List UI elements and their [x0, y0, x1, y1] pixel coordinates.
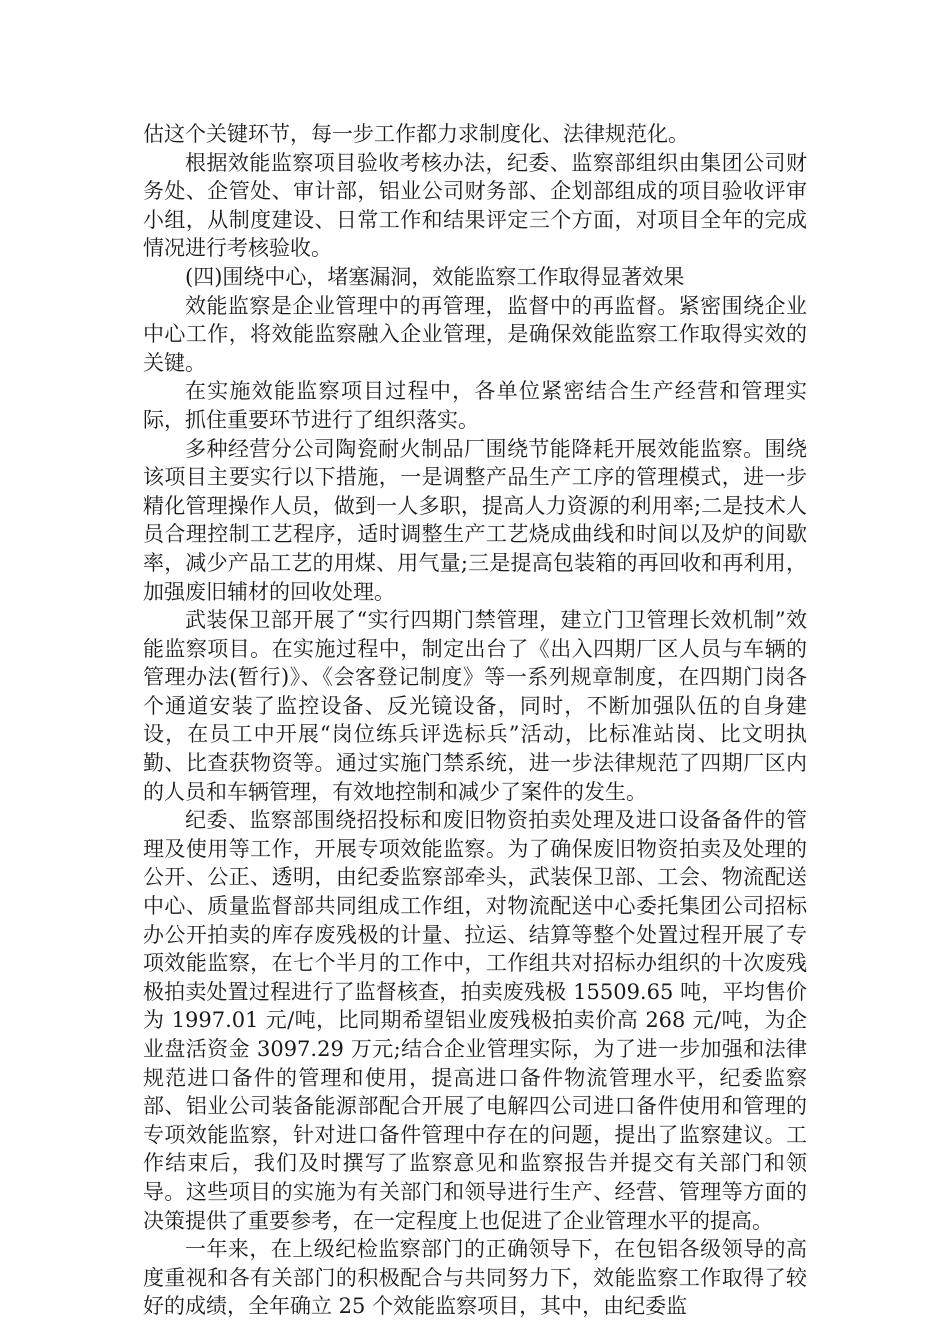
- section-heading: (四)围绕中心，堵塞漏洞，效能监察工作取得显著效果: [185, 264, 685, 289]
- paragraph-8: 纪委、监察部围绕招投标和废旧物资拍卖处理及进口设备备件的管理及使用等工作，开展专项效能监察。为了确保废旧物资拍卖及处理的公开、公正、透明，由纪委监察部牵头，武装保卫部、工会、物流配送中心、质量监督部共同组成工作组，对物流配送中心委托集团公司招标办公开拍卖的库存废残极的计量、拉运、结算等整个处置过程开展了专项效能监察，在七个半月的工作中，工作组共对招标办组织的十次废残极拍卖处置过程进行了监督核查，拍卖废残极 15509.65 吨，平均售价为 1997.01 元/吨，比同期希望铝业废残极拍卖价高 268 元/吨，为企业盘活资金 3097.29 万元;结合企业管理实际，为了进一步加强和法律规范进口备件的管理和使用，提高进口备件物流管理水平，纪委监察部、铝业公司装备能源部配合开展了电解四公司进口备件使用和管理的专项效能监察，针对进口备件管理中存在的问题，提出了监察建议。工作结束后，我们及时撰写了监察意见和监察报告并提交有关部门和领导。这些项目的实施为有关部门和领导进行生产、经营、管理等方面的决策提供了重要参考，在一定程度上也促进了企业管理水平的提高。: [143, 808, 807, 1233]
- paragraph-5: 在实施效能监察项目过程中，各单位紧密结合生产经营和管理实际，抓住重要环节进行了组织落实。: [143, 379, 807, 432]
- paragraph-6: 多种经营分公司陶瓷耐火制品厂围绕节能降耗开展效能监察。围绕该项目主要实行以下措施，一是调整产品生产工序的管理模式，进一步精化管理操作人员，做到一人多职，提高人力资源的利用率;二是技术人员合理控制工艺程序，适时调整生产工艺烧成曲线和时间以及炉的间歇率，减少产品工艺的用煤、用气量;三是提高包装箱的再回收和再利用，加强废旧辅材的回收处理。: [143, 436, 807, 604]
- paragraph-7: 武装保卫部开展了“实行四期门禁管理，建立门卫管理长效机制”效能监察项目。在实施过程中，制定出台了《出入四期厂区人员与车辆的管理办法(暂行)》、《会客登记制度》等一系列规章制度，在四期门岗各个通道安装了监控设备、反光镜设备，同时，不断加强队伍的自身建设，在员工中开展“岗位练兵评选标兵”活动，比标准站岗、比文明执勤、比查获物资等。通过实施门禁系统，进一步法律规范了四期厂区内的人员和车辆管理，有效地控制和减少了案件的发生。: [143, 608, 807, 804]
- paragraph-4: 效能监察是企业管理中的再管理，监督中的再监督。紧密围绕企业中心工作，将效能监察融入企业管理，是确保效能监察工作取得实效的关键。: [143, 293, 807, 375]
- paragraph-1: 估这个关键环节，每一步工作都力求制度化、法律规范化。: [143, 122, 689, 146]
- paragraph-2: 根据效能监察项目验收考核办法，纪委、监察部组织由集团公司财务处、企管处、审计部，铝业公司财务部、企划部组成的项目验收评审小组，从制度建设、日常工作和结果评定三个方面，对项目全年的完成情况进行考核验收。: [143, 150, 807, 261]
- document-body: [143, 120, 807, 1321]
- paragraph-9: 一年来，在上级纪检监察部门的正确领导下，在包铝各级领导的高度重视和各有关部门的积极配合与共同努力下，效能监察工作取得了较好的成绩，全年确立 25 个效能监察项目，其中，由纪委监: [143, 1237, 807, 1319]
